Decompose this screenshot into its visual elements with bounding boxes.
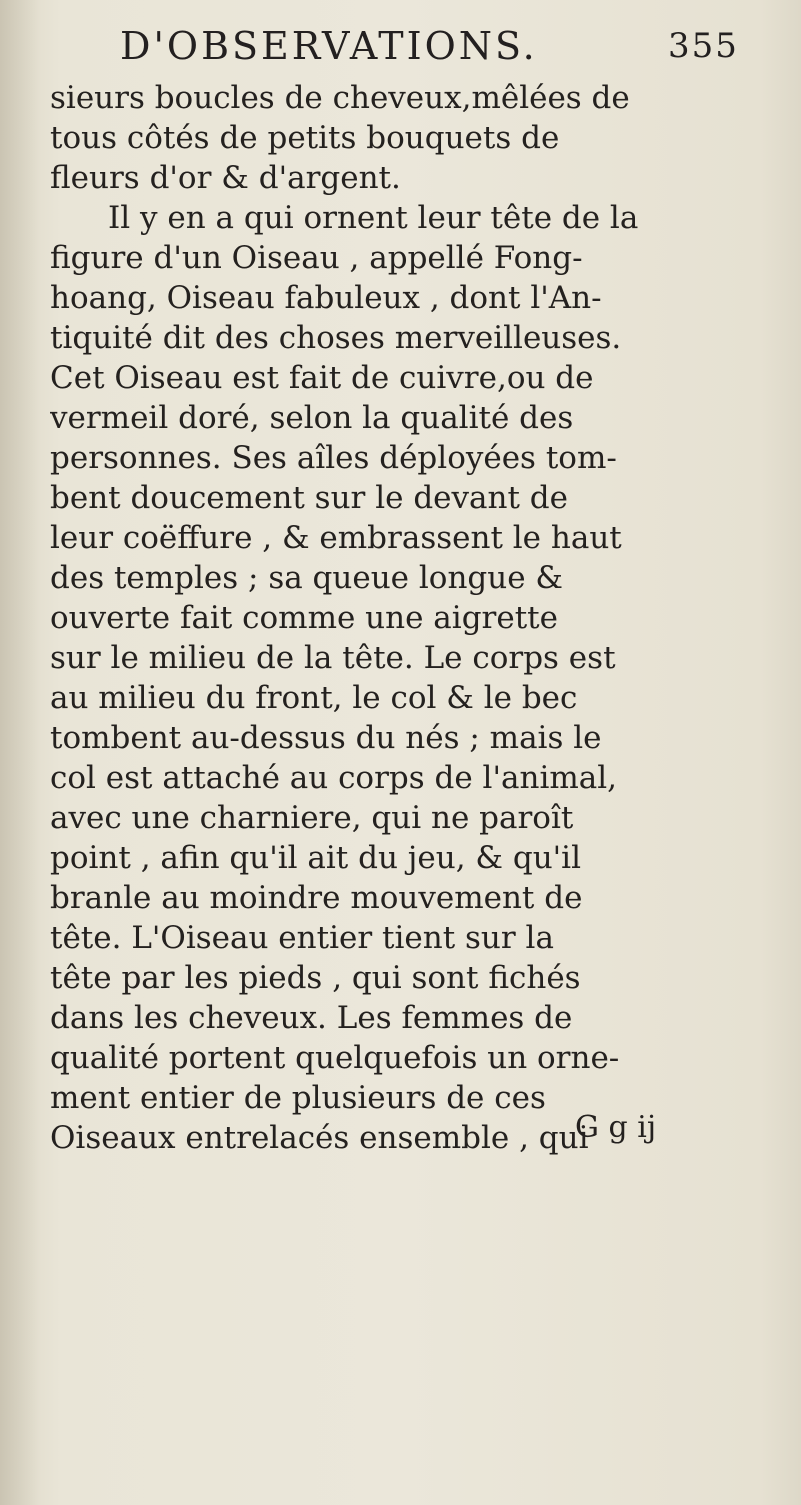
text-line: avec une charniere, qui ne paroît [50, 800, 574, 836]
text-line: vermeil doré, selon la qualité des [50, 400, 574, 436]
page-gutter-shadow [0, 0, 40, 1505]
text-line: bent doucement sur le devant de [50, 480, 568, 516]
text-line: Oiseaux entrelacés ensemble , qui [50, 1120, 589, 1156]
text-line: au milieu du front, le col & le bec [50, 680, 578, 716]
text-line: ouverte fait comme une aigrette [50, 600, 558, 636]
text-line: Cet Oiseau est fait de cuivre,ou de [50, 360, 594, 396]
text-line: tiquité dit des choses merveilleuses. [50, 320, 622, 356]
text-line: sur le milieu de la tête. Le corps est [50, 640, 616, 676]
body-text [50, 78, 770, 1158]
text-line: leur coëffure , & embrassent le haut [50, 520, 622, 556]
text-line: Il y en a qui ornent leur tête de la [108, 200, 639, 236]
text-line: col est attaché au corps de l'animal, [50, 760, 618, 796]
text-line: dans les cheveux. Les femmes de [50, 1000, 573, 1036]
signature-mark: G g ij [575, 1110, 657, 1145]
page-header [0, 24, 801, 74]
page-number: 355 [668, 26, 739, 66]
text-line: point , afin qu'il ait du jeu, & qu'il [50, 840, 582, 876]
text-line: hoang, Oiseau fabuleux , dont l'An- [50, 280, 602, 316]
text-line: tous côtés de petits bouquets de [50, 120, 560, 156]
text-line: qualité portent quelquefois un orne- [50, 1040, 620, 1076]
text-line: tête par les pieds , qui sont fichés [50, 960, 581, 996]
text-line: personnes. Ses aîles déployées tom- [50, 440, 617, 476]
text-line: branle au moindre mouvement de [50, 880, 583, 916]
text-line: des temples ; sa queue longue & [50, 560, 564, 596]
text-line: tombent au-dessus du nés ; mais le [50, 720, 602, 756]
text-line: ment entier de plusieurs de ces [50, 1080, 546, 1116]
text-line: fleurs d'or & d'argent. [50, 160, 401, 196]
text-line: sieurs boucles de cheveux,mêlées de [50, 80, 630, 116]
text-line: tête. L'Oiseau entier tient sur la [50, 920, 554, 956]
text-line: figure d'un Oiseau , appellé Fong- [50, 240, 583, 276]
running-title: D'OBSERVATIONS. [120, 24, 538, 68]
